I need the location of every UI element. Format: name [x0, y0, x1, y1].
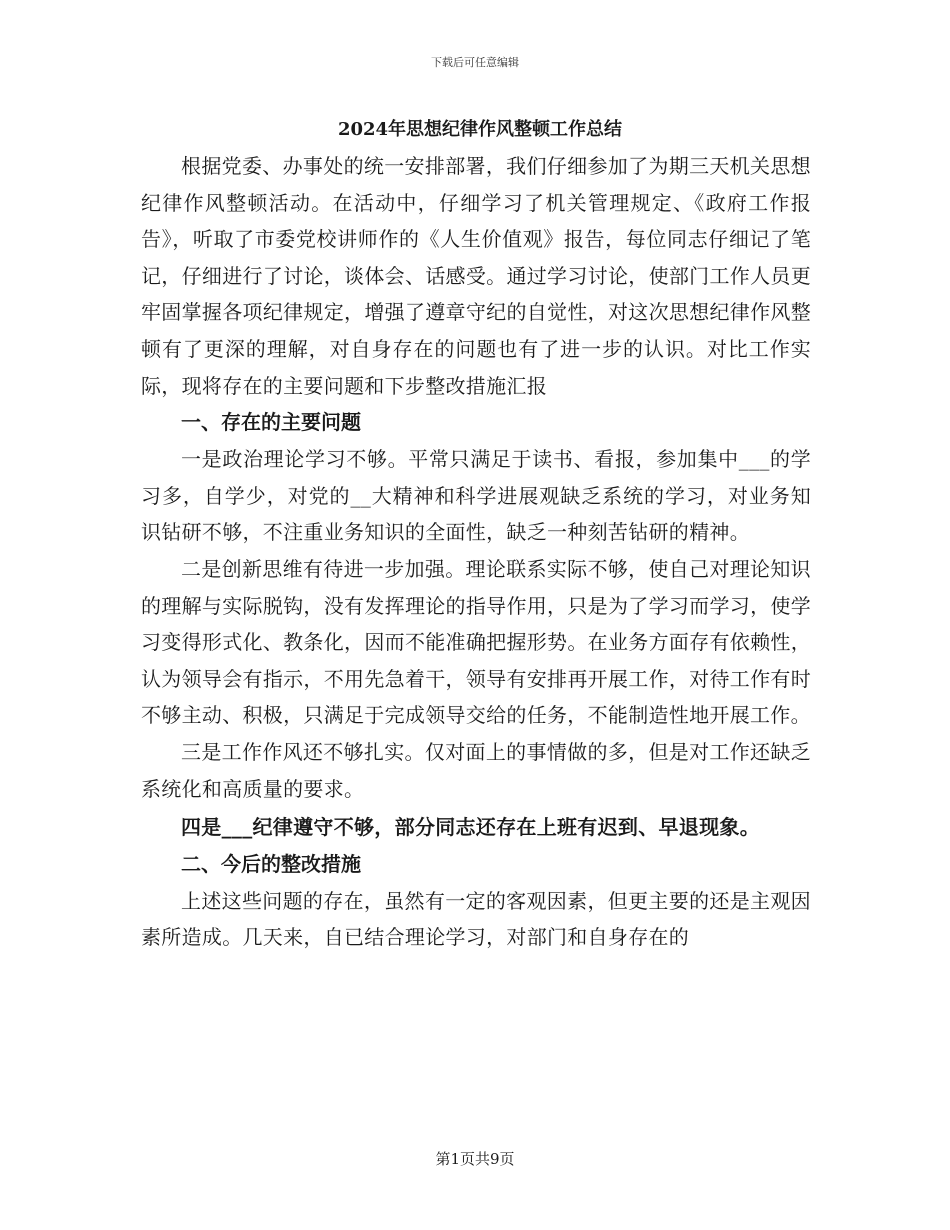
paragraph-problem-2: 二是创新思维有待进一步加强。理论联系实际不够，使自己对理论知识的理解与实际脱钩，没有发挥理论的指导作用，只是为了学习而学习，使学习变得形式化、教条化，因而不能准确把握形势。在业务方面存有依赖性，认为领导会有指示，不用先急着干，领导有安排再开展工作，对待工作有时不够主动、积极，只满足于完成领导交给的任务，不能制造性地开展工作。	[141, 556, 811, 728]
document-body	[141, 112, 811, 956]
paragraph-problem-4: 四是___纪律遵守不够，部分同志还存在上班有迟到、早退现象。	[181, 815, 760, 840]
section-heading-1: 一、存在的主要问题	[181, 410, 361, 435]
section-heading-2: 二、今后的整改措施	[181, 851, 361, 876]
paragraph-measures-intro: 上述这些问题的存在，虽然有一定的客观因素，但更主要的还是主观因素所造成。几天来，自已结合理论学习，对部门和自身存在的	[141, 888, 811, 950]
header-note: 下载后可任意编辑	[431, 56, 519, 69]
paragraph-intro: 根据党委、办事处的统一安排部署，我们仔细参加了为期三天机关思想纪律作风整顿活动。在活动中，仔细学习了机关管理规定、《政府工作报告》，听取了市委党校讲师作的《人生价值观》报告，每位同志仔细记了笔记，仔细进行了讨论，谈体会、话感受。通过学习讨论，使部门工作人员更牢固掌握各项纪律规定，增强了遵章守纪的自觉性，对这次思想纪律作风整顿有了更深的理解，对自身存在的问题也有了进一步的认识。对比工作实际，现将存在的主要问题和下步整改措施汇报	[141, 154, 811, 398]
paragraph-problem-1: 一是政治理论学习不够。平常只满足于读书、看报，参加集中___的学习多，自学少，对党的__大精神和科学进展观缺乏系统的学习，对业务知识钻研不够，不注重业务知识的全面性，缺乏一种刻苦钻研的精神。	[141, 447, 811, 545]
document-title: 2024年思想纪律作风整顿工作总结	[337, 119, 623, 140]
page-footer: 第1页共9页	[435, 1150, 515, 1168]
paragraph-problem-3: 三是工作作风还不够扎实。仅对面上的事情做的多，但是对工作还缺乏系统化和高质量的要求。	[141, 739, 811, 801]
